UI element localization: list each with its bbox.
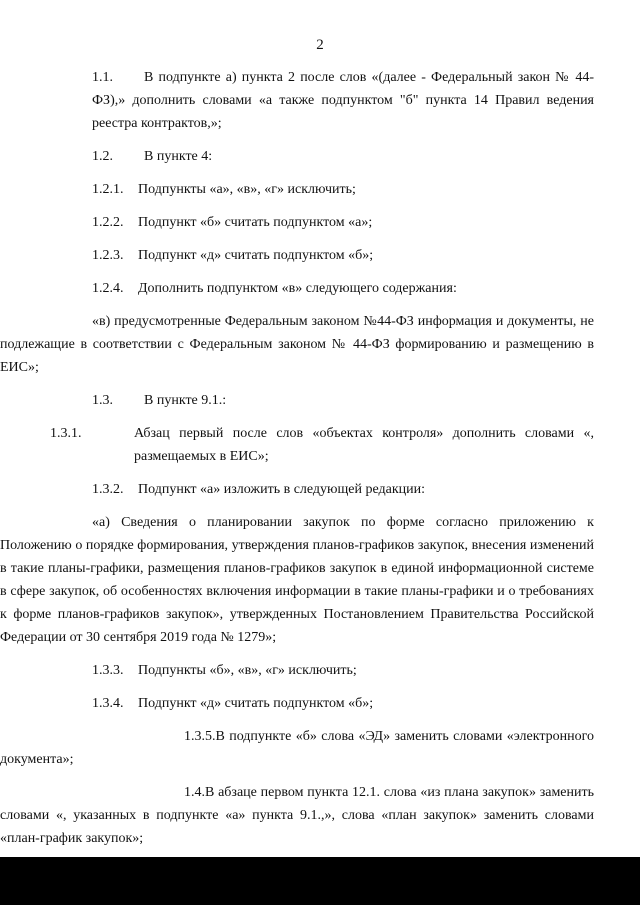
paragraph-1-4 <box>0 781 594 850</box>
scan-bottom-border <box>0 857 640 905</box>
paragraph-number: 1.2. <box>92 149 113 164</box>
paragraph-text: «а) Сведения о планировании закупок по форме согласно приложению к Положению о порядке формирования, утверждения планов-графиков закупок, внесения изменений в такие планы-графики, размещения планов-графиков закупок в единой информационной системе в сфере закупок, об особенностях включения информации в такие планы-графики и о требованиях к форме планов-графиков закупок», утвержденных Постановлением Правительства Российской Федерации от 30 сентября 2019 года № 1279»; <box>0 515 594 645</box>
paragraph-text: Подпункт «д» считать подпунктом «б»; <box>138 248 374 263</box>
paragraph-number: 1.3. <box>92 393 113 408</box>
page-number: 2 <box>316 37 324 53</box>
paragraph-text: Подпункт «д» считать подпунктом «б»; <box>138 696 374 711</box>
paragraph-text: В пункте 9.1.: <box>144 393 227 408</box>
paragraph-text: Дополнить подпунктом «в» следующего содержания: <box>138 281 457 296</box>
paragraph-1-3-1 <box>50 422 594 468</box>
paragraph-1-2-4 <box>92 277 594 300</box>
paragraph-text: В пункте 4: <box>144 149 213 164</box>
paragraph-text: Подпункт «а» изложить в следующей редакции: <box>138 482 426 497</box>
paragraph-text: Подпункты «б», «в», «г» исключить; <box>138 663 357 678</box>
paragraph-text: «в) предусмотренные Федеральным законом №44-ФЗ информация и документы, не подлежащие в соответствии с Федеральным законом № 44-ФЗ формированию и размещению в ЕИС»; <box>0 314 594 375</box>
paragraph-text: В подпункте а) пункта 2 после слов «(далее - Федеральный закон № 44-ФЗ),» дополнить словами «а также подпунктом "б" пункта 14 Правил ведения реестра контрактов,»; <box>92 70 594 131</box>
paragraph-1-2-1 <box>92 178 594 201</box>
paragraph-text: Подпункты «а», «в», «г» исключить; <box>138 182 356 197</box>
paragraph-number: 1.2.4. <box>92 281 124 296</box>
paragraph-1-3-5 <box>0 725 594 771</box>
paragraph-1-3 <box>92 389 594 412</box>
paragraph-1-2 <box>92 145 594 168</box>
quoted-clause-a <box>0 511 594 649</box>
paragraph-text: В абзаце первом пункта 12.1. слова «из плана закупок» заменить словами «, указанных в подпункте «а» пункта 9.1.,», слова «план закупок» заменить словами «план-график закупок»; <box>0 785 594 846</box>
paragraph-1-3-3 <box>92 659 594 682</box>
paragraph-number: 1.3.1. <box>50 426 82 441</box>
paragraph-text: Абзац первый после слов «объектах контроля» дополнить словами «, размещаемых в ЕИС»; <box>134 426 594 464</box>
paragraph-1-3-4 <box>92 692 594 715</box>
paragraph-1-2-2 <box>92 211 594 234</box>
paragraph-number: 1.1. <box>92 70 113 85</box>
paragraph-1-1 <box>92 66 594 135</box>
paragraph-number: 1.2.1. <box>92 182 124 197</box>
paragraph-number: 1.3.3. <box>92 663 124 678</box>
paragraph-number: 1.3.2. <box>92 482 124 497</box>
paragraph-number: 1.3.4. <box>92 696 124 711</box>
quoted-clause-v <box>0 310 594 379</box>
paragraph-text: В подпункте «б» слова «ЭД» заменить словами «электронного документа»; <box>0 729 594 767</box>
paragraph-number: 1.2.2. <box>92 215 124 230</box>
paragraph-text-with-number <box>0 725 594 771</box>
paragraph-1-2-3 <box>92 244 594 267</box>
document-body <box>0 66 594 893</box>
paragraph-text: Подпункт «б» считать подпунктом «а»; <box>138 215 373 230</box>
paragraph-1-3-2 <box>92 478 594 501</box>
paragraph-text-with-number <box>0 781 594 850</box>
paragraph-number: 1.2.3. <box>92 248 124 263</box>
paragraph-number: 1.4. <box>184 785 205 800</box>
paragraph-number: 1.3.5. <box>184 729 216 744</box>
